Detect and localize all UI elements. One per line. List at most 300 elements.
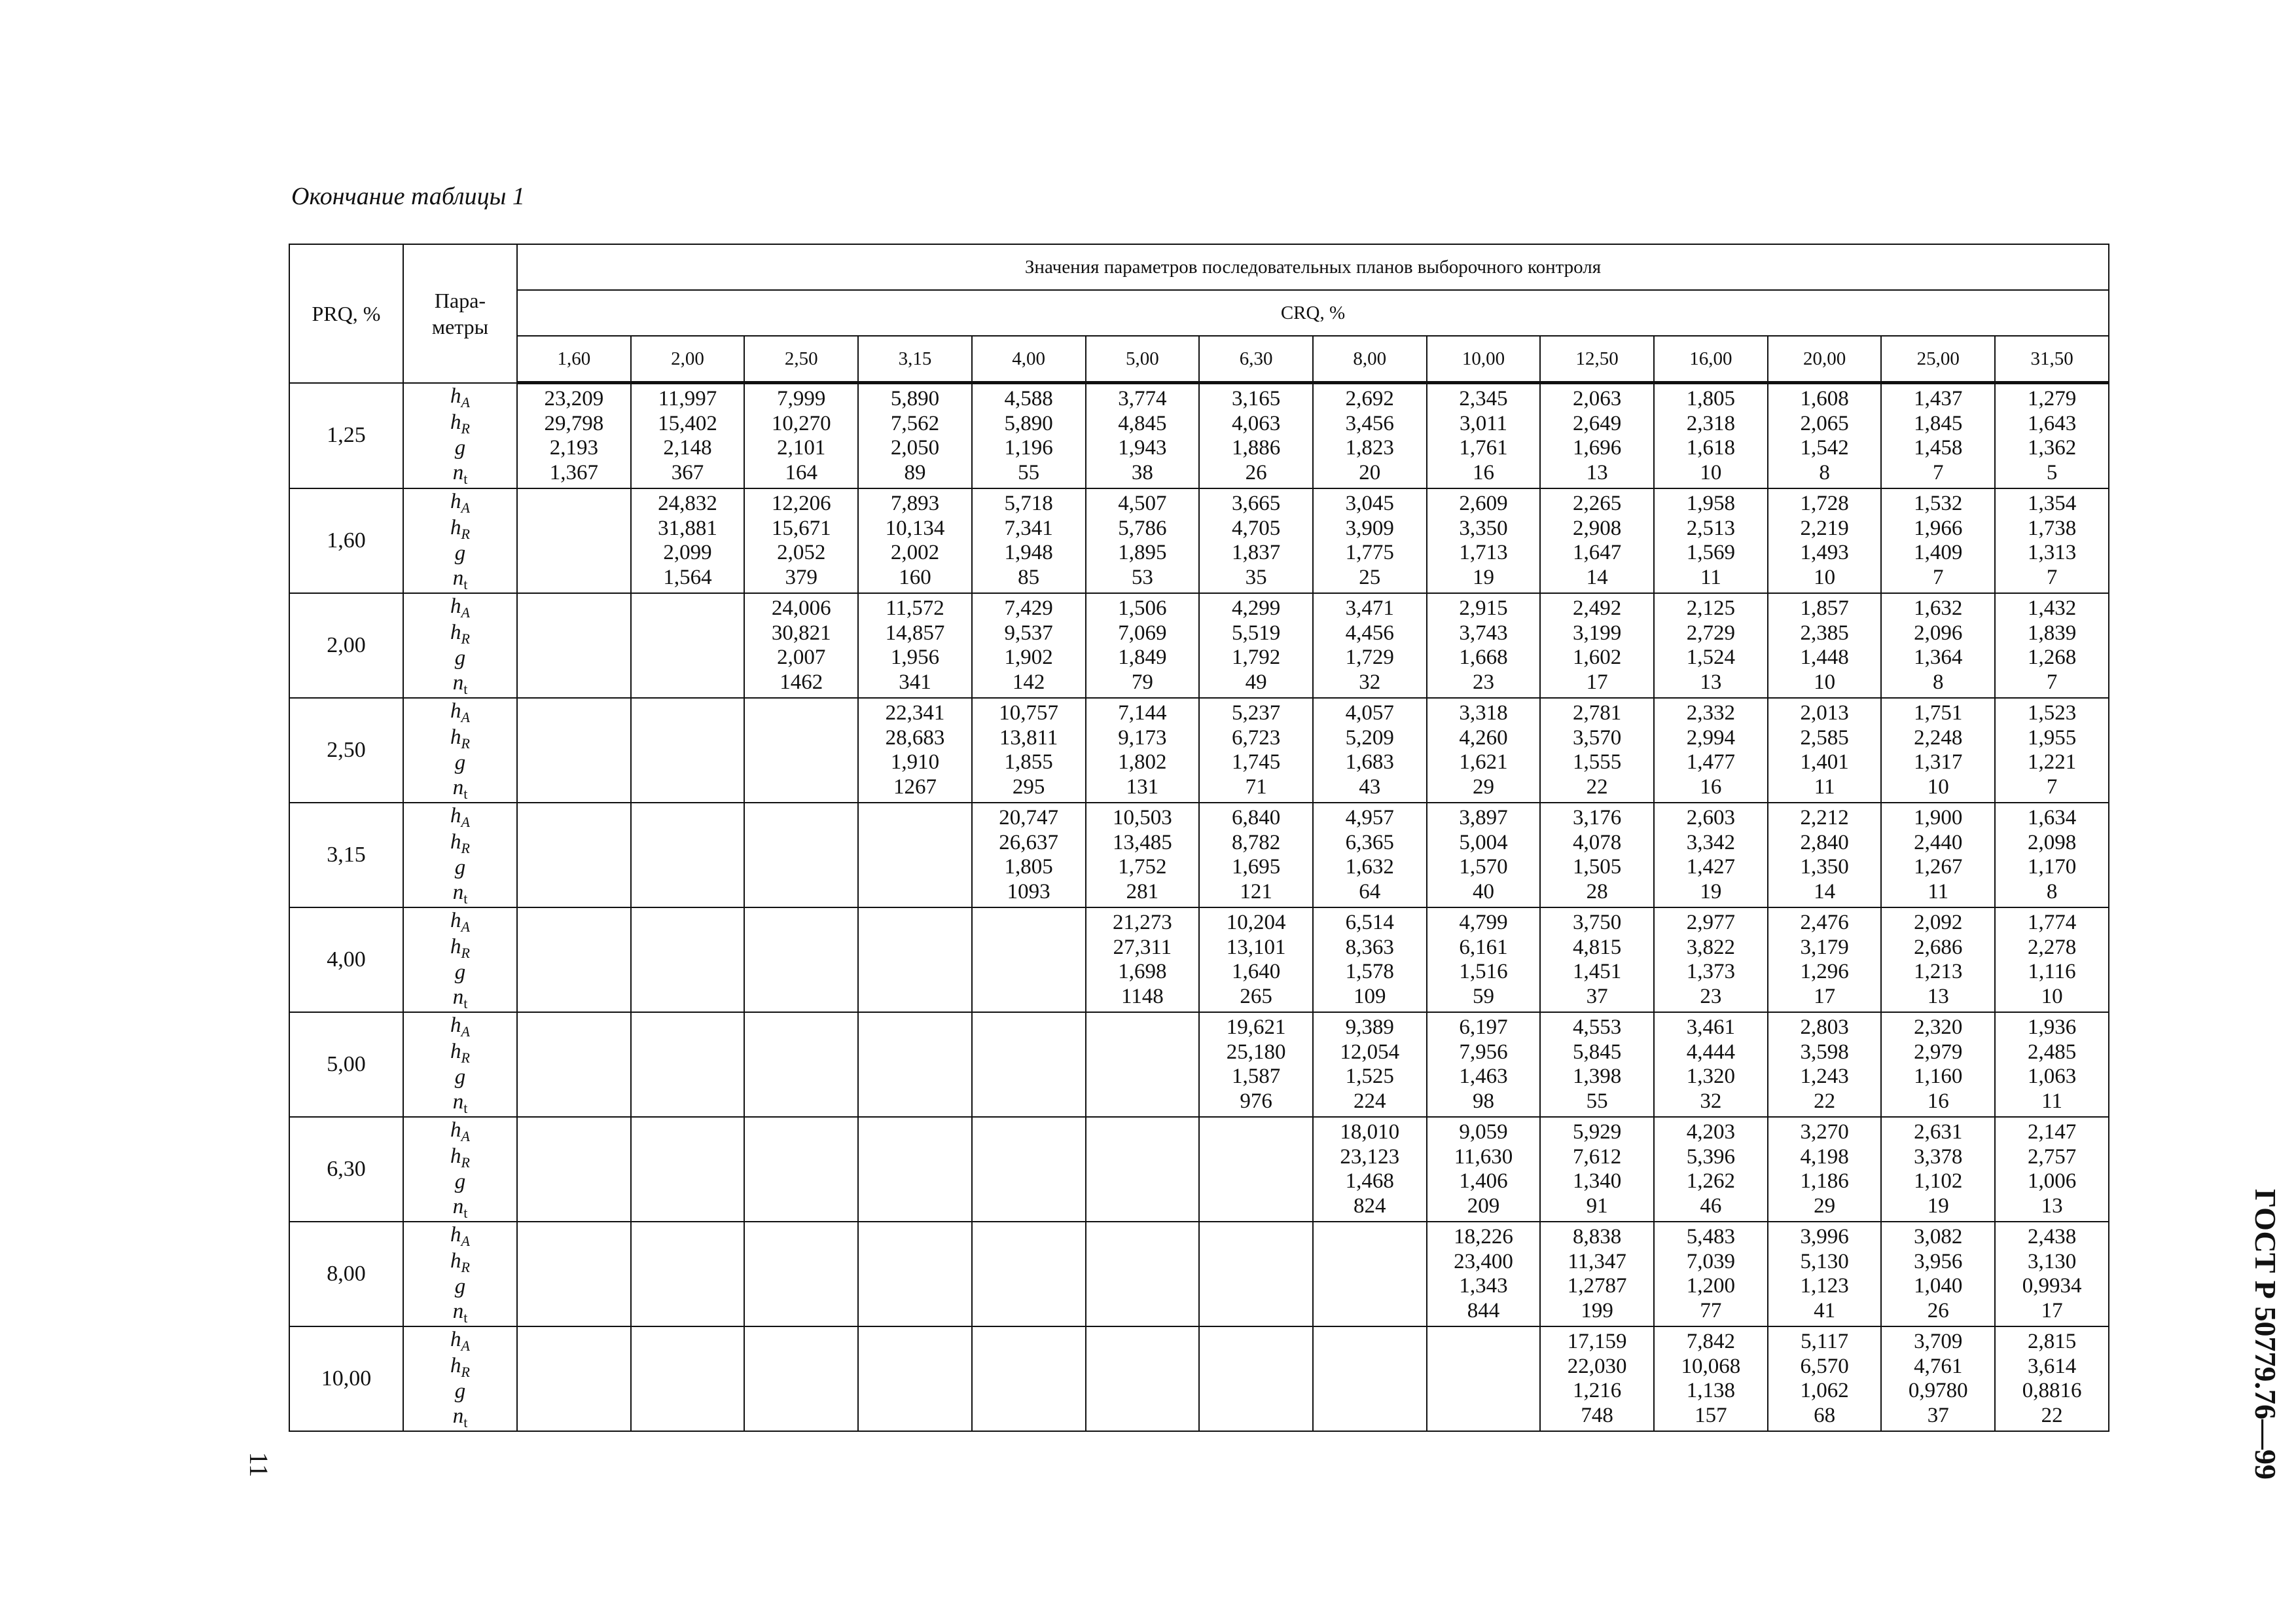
value-cell [1768,1326,1882,1431]
value: 1,354 [2027,492,2077,515]
prq-value: 1,60 [289,488,403,593]
value: 11 [1700,565,1721,589]
param-label: $h_R$ [450,1353,470,1380]
value: 7 [1933,460,1944,484]
value-cell [1881,803,1995,907]
prq-value: 8,00 [289,1222,403,1326]
value: 1,313 [2027,541,2077,564]
value: 1,524 [1686,646,1735,669]
value-cell [1654,383,1768,489]
value-cell [1427,488,1541,593]
value-cell [631,488,745,593]
param-label: $h_R$ [450,1039,470,1066]
value: 13,811 [999,725,1058,750]
crq-value-header: 2,00 [631,336,745,383]
param-label: $h_R$ [450,1144,470,1171]
value: 16 [1472,460,1494,484]
value: 2,265 [1573,492,1622,515]
value: 1,493 [1800,541,1849,564]
value: 4,845 [1118,411,1167,435]
value-cell [744,383,858,489]
value-cell [1199,593,1313,698]
value: 3,176 [1573,806,1622,830]
value: 10 [1927,775,1949,799]
value: 2,585 [1800,725,1849,750]
param-label: g [454,751,466,775]
crq-value-header: 4,00 [972,336,1086,383]
value: 5,845 [1573,1040,1622,1064]
value: 4,507 [1118,492,1167,515]
value: 1,516 [1459,960,1508,983]
value: 367 [671,460,704,484]
value-cell [1313,907,1427,1012]
value: 23,123 [1340,1144,1400,1169]
value: 3,774 [1118,387,1167,410]
value: 142 [1012,670,1045,694]
value: 15,671 [771,516,831,540]
value: 2,007 [777,646,826,669]
prq-value: 5,00 [289,1012,403,1117]
empty-cell [972,1117,1086,1222]
value: 1,063 [2027,1065,2077,1088]
value: 2,840 [1800,830,1849,854]
value: 209 [1467,1194,1500,1218]
value: 7 [2046,565,2058,589]
value: 5,890 [890,387,940,410]
param-label: g [454,1065,466,1089]
value: 281 [1126,879,1159,903]
value: 1,775 [1345,541,1394,564]
value: 3,909 [1345,516,1394,540]
value: 1,170 [2027,855,2077,879]
empty-cell [517,593,631,698]
value: 1,587 [1231,1065,1281,1088]
value: 2,002 [890,541,940,564]
value: 11 [2041,1089,2062,1113]
value: 91 [1586,1194,1608,1218]
empty-cell [858,1222,972,1326]
value: 7,842 [1686,1330,1735,1353]
value: 10,503 [1112,806,1172,830]
value: 17 [1814,984,1836,1008]
value: 10 [2041,984,2063,1008]
value: 6,365 [1345,830,1394,854]
value-cell [1427,593,1541,698]
table-row [289,1222,2109,1326]
value: 1,936 [2027,1015,2077,1039]
value: 4,057 [1345,701,1394,725]
value-cell [1199,907,1313,1012]
value: 40 [1472,879,1494,903]
value: 1,849 [1118,646,1167,669]
value: 2,994 [1686,725,1735,750]
value: 7,429 [1004,596,1053,620]
param-label: g [454,646,466,670]
value: 43 [1359,775,1381,799]
value: 3,750 [1573,911,1622,934]
value: 19 [1472,565,1494,589]
value: 1,406 [1459,1169,1508,1193]
table-row [289,1117,2109,1222]
value: 4,203 [1686,1120,1735,1144]
value: 3,897 [1459,806,1508,830]
value-cell [1540,1326,1654,1431]
value: 1,186 [1800,1169,1849,1193]
value-cell [972,803,1086,907]
value: 2,063 [1573,387,1622,410]
value: 3,570 [1573,725,1622,750]
param-label: $n_t$ [452,1194,468,1221]
value-cell [1768,698,1882,803]
value: 2,815 [2027,1330,2077,1353]
value: 3,199 [1573,621,1622,645]
value: 1,792 [1231,646,1281,669]
value: 4,444 [1686,1040,1735,1064]
value: 1,062 [1800,1379,1849,1402]
value: 7 [2046,670,2058,694]
value: 199 [1581,1298,1613,1322]
value-cell [1995,1012,2109,1117]
value: 1,729 [1345,646,1394,669]
value: 1,837 [1231,541,1281,564]
params-header: Пара- метры [403,244,517,383]
value: 4,299 [1231,596,1281,620]
value-cell [1540,1012,1654,1117]
value: 3,082 [1914,1225,1963,1249]
empty-cell [972,1222,1086,1326]
value: 1,506 [1118,596,1167,620]
value: 1,477 [1686,750,1735,774]
value: 1,966 [1914,516,1963,540]
value-cell [1540,1117,1654,1222]
empty-cell [1313,1222,1427,1326]
value-cell [744,593,858,698]
value: 3,045 [1345,492,1394,515]
value: 5 [2046,460,2058,484]
crq-value-header: 2,50 [744,336,858,383]
value: 11,997 [658,387,717,410]
value-cell [1995,907,2109,1012]
empty-cell [858,1326,972,1431]
value: 98 [1472,1089,1494,1113]
value: 1,267 [1914,855,1963,879]
value: 3,614 [2027,1354,2077,1378]
value: 20 [1359,460,1381,484]
param-label: $h_A$ [450,909,470,935]
table-row [289,803,2109,907]
value: 1,943 [1118,436,1167,460]
table-row [289,698,2109,803]
value: 4,588 [1004,387,1053,410]
value: 1,751 [1914,701,1963,725]
value-cell [1995,1326,2109,1431]
value: 2,440 [1914,830,1963,854]
param-label: g [454,1379,466,1403]
value: 1,350 [1800,855,1849,879]
empty-cell [517,803,631,907]
value: 1,268 [2027,646,2077,669]
value-cell [1768,1222,1882,1326]
value: 7,039 [1686,1249,1735,1273]
empty-cell [972,1326,1086,1431]
value: 13 [1700,670,1722,694]
prq-value: 4,00 [289,907,403,1012]
value-cell [1995,383,2109,489]
value-cell [1768,488,1882,593]
value-cell [1199,383,1313,489]
empty-cell [631,1012,745,1117]
param-label: $h_A$ [450,699,470,725]
value: 20,747 [999,806,1059,830]
value: 1,320 [1686,1065,1735,1088]
param-label: $h_A$ [450,1118,470,1144]
value: 1,805 [1004,855,1053,879]
value: 6,197 [1459,1015,1508,1039]
prq-header: PRQ, % [289,244,403,383]
value: 49 [1245,670,1267,694]
value: 1,618 [1686,436,1735,460]
empty-cell [517,698,631,803]
value: 32 [1359,670,1381,694]
value: 1,621 [1459,750,1508,774]
table-row [289,383,2109,489]
crq-value-header: 16,00 [1654,336,1768,383]
value-cell [1313,803,1427,907]
value: 295 [1012,775,1045,799]
value: 6,570 [1800,1354,1849,1378]
value: 37 [1586,984,1608,1008]
crq-value-header: 12,50 [1540,336,1654,383]
value: 10,757 [999,701,1059,725]
value: 13 [1927,984,1949,1008]
value: 1,2787 [1567,1274,1627,1298]
value: 1,698 [1118,960,1167,983]
value-cell [1654,1222,1768,1326]
value: 7,562 [890,411,940,435]
table-caption: Окончание таблицы 1 [291,183,525,210]
value: 160 [899,565,931,589]
table-row [289,907,2109,1012]
value: 1,523 [2027,701,2077,725]
value: 2,609 [1459,492,1508,515]
value: 59 [1472,984,1494,1008]
value: 28,683 [885,725,945,750]
value-cell [517,383,631,489]
value: 1,640 [1231,960,1281,983]
value: 2,803 [1800,1015,1849,1039]
value: 2,692 [1345,387,1394,410]
value-cell [1427,698,1541,803]
param-labels [403,593,517,698]
prq-value: 2,50 [289,698,403,803]
value-cell [1427,1222,1541,1326]
value: 2,013 [1800,701,1849,725]
param-labels [403,1012,517,1117]
value: 2,686 [1914,935,1963,959]
value-cell [972,593,1086,698]
prq-value: 1,25 [289,383,403,489]
value: 5,396 [1686,1144,1735,1169]
empty-cell [517,1012,631,1117]
prq-value: 3,15 [289,803,403,907]
table-row [289,1012,2109,1117]
sampling-plans-table [289,244,2109,1432]
value: 13,101 [1226,935,1286,959]
value-cell [1768,803,1882,907]
value: 3,456 [1345,411,1394,435]
value: 2,908 [1573,516,1622,540]
value: 11,347 [1568,1249,1626,1273]
param-label: $h_A$ [450,1013,470,1040]
value-cell [1313,383,1427,489]
value: 8 [2046,879,2058,903]
value: 4,198 [1800,1144,1849,1169]
value: 6,514 [1345,911,1394,934]
value: 46 [1700,1194,1722,1218]
value: 2,050 [890,436,940,460]
value: 1,340 [1573,1169,1622,1193]
value: 4,063 [1231,411,1281,435]
value: 22 [1586,775,1608,799]
value-cell [631,383,745,489]
value: 2,101 [777,436,826,460]
value: 12,054 [1340,1040,1400,1064]
value: 1,102 [1914,1169,1963,1193]
value: 8 [1933,670,1944,694]
empty-cell [744,803,858,907]
value: 29 [1814,1194,1836,1218]
value: 2,603 [1686,806,1735,830]
value-cell [1086,488,1200,593]
value-cell [1995,488,2109,593]
value: 1,886 [1231,436,1281,460]
value: 5,929 [1573,1120,1622,1144]
value: 2,757 [2027,1144,2077,1169]
value: 9,537 [1004,621,1053,645]
param-label: $h_A$ [450,1223,470,1249]
value: 9,389 [1345,1015,1394,1039]
value: 1,468 [1345,1169,1394,1193]
value: 6,161 [1459,935,1508,959]
param-label: $n_t$ [452,1089,468,1116]
value: 19 [1927,1194,1949,1218]
param-label: $h_R$ [450,725,470,752]
value: 10,204 [1226,911,1286,934]
value-cell [1199,698,1313,803]
value: 2,098 [2027,830,2077,854]
value: 7,612 [1573,1144,1622,1169]
value: 1,279 [2027,387,2077,410]
value-cell [1427,1117,1541,1222]
value-cell [1313,698,1427,803]
empty-cell [517,1222,631,1326]
value: 2,485 [2027,1040,2077,1064]
value: 37 [1927,1403,1949,1427]
values-title: Значения параметров последовательных планов выборочного контроля [517,244,2109,290]
value: 2,345 [1459,387,1508,410]
value: 41 [1814,1298,1836,1322]
value: 10 [1814,565,1836,589]
value-cell [972,383,1086,489]
value: 4,705 [1231,516,1281,540]
value: 1,006 [2027,1169,2077,1193]
value: 14,857 [885,621,945,645]
param-labels [403,1117,517,1222]
value-cell [1995,593,2109,698]
value: 1,802 [1118,750,1167,774]
value-cell [1313,1012,1427,1117]
param-label: $n_t$ [452,880,468,907]
value: 18,010 [1340,1120,1400,1144]
value: 1,845 [1914,411,1963,435]
value: 224 [1354,1089,1386,1113]
value: 23,209 [544,387,604,410]
value: 4,456 [1345,621,1394,645]
value: 3,378 [1914,1144,1963,1169]
value: 1,116 [2028,960,2076,983]
value: 3,179 [1800,935,1849,959]
value: 1,448 [1800,646,1849,669]
value-cell [1654,488,1768,593]
value-cell [1540,593,1654,698]
prq-value: 2,00 [289,593,403,698]
value: 5,786 [1118,516,1167,540]
value: 10,134 [885,516,945,540]
table-row [289,593,2109,698]
value: 1,401 [1800,750,1849,774]
value: 1,738 [2027,516,2077,540]
value: 1,634 [2027,806,2077,830]
value: 1,695 [1231,855,1281,879]
value: 1,955 [2027,725,2077,750]
value: 2,320 [1914,1015,1963,1039]
value: 7 [2046,775,2058,799]
param-label: g [454,960,466,984]
value-cell [1995,1117,2109,1222]
crq-header: CRQ, % [517,290,2109,336]
value: 10 [1700,460,1722,484]
value: 7 [1933,565,1944,589]
value-cell [1427,907,1541,1012]
value-cell [1427,803,1541,907]
value: 3,956 [1914,1249,1963,1273]
value: 2,147 [2027,1120,2077,1144]
value: 1,895 [1118,541,1167,564]
value: 0,9934 [2022,1274,2082,1298]
value: 32 [1700,1089,1722,1113]
empty-cell [631,593,745,698]
value: 3,342 [1686,830,1735,854]
empty-cell [517,907,631,1012]
param-labels [403,488,517,593]
value: 2,492 [1573,596,1622,620]
value: 1,364 [1914,646,1963,669]
value: 2,729 [1686,621,1735,645]
value: 9,059 [1459,1120,1508,1144]
empty-cell [1427,1326,1541,1431]
param-labels [403,1326,517,1431]
value: 3,318 [1459,701,1508,725]
value: 17 [2041,1298,2063,1322]
param-label: $h_A$ [450,384,470,411]
value: 4,815 [1573,935,1622,959]
prq-value: 6,30 [289,1117,403,1222]
value: 7,341 [1004,516,1053,540]
value: 64 [1359,879,1381,903]
value: 55 [1018,460,1040,484]
value-cell [1199,1012,1313,1117]
prq-value: 10,00 [289,1326,403,1431]
